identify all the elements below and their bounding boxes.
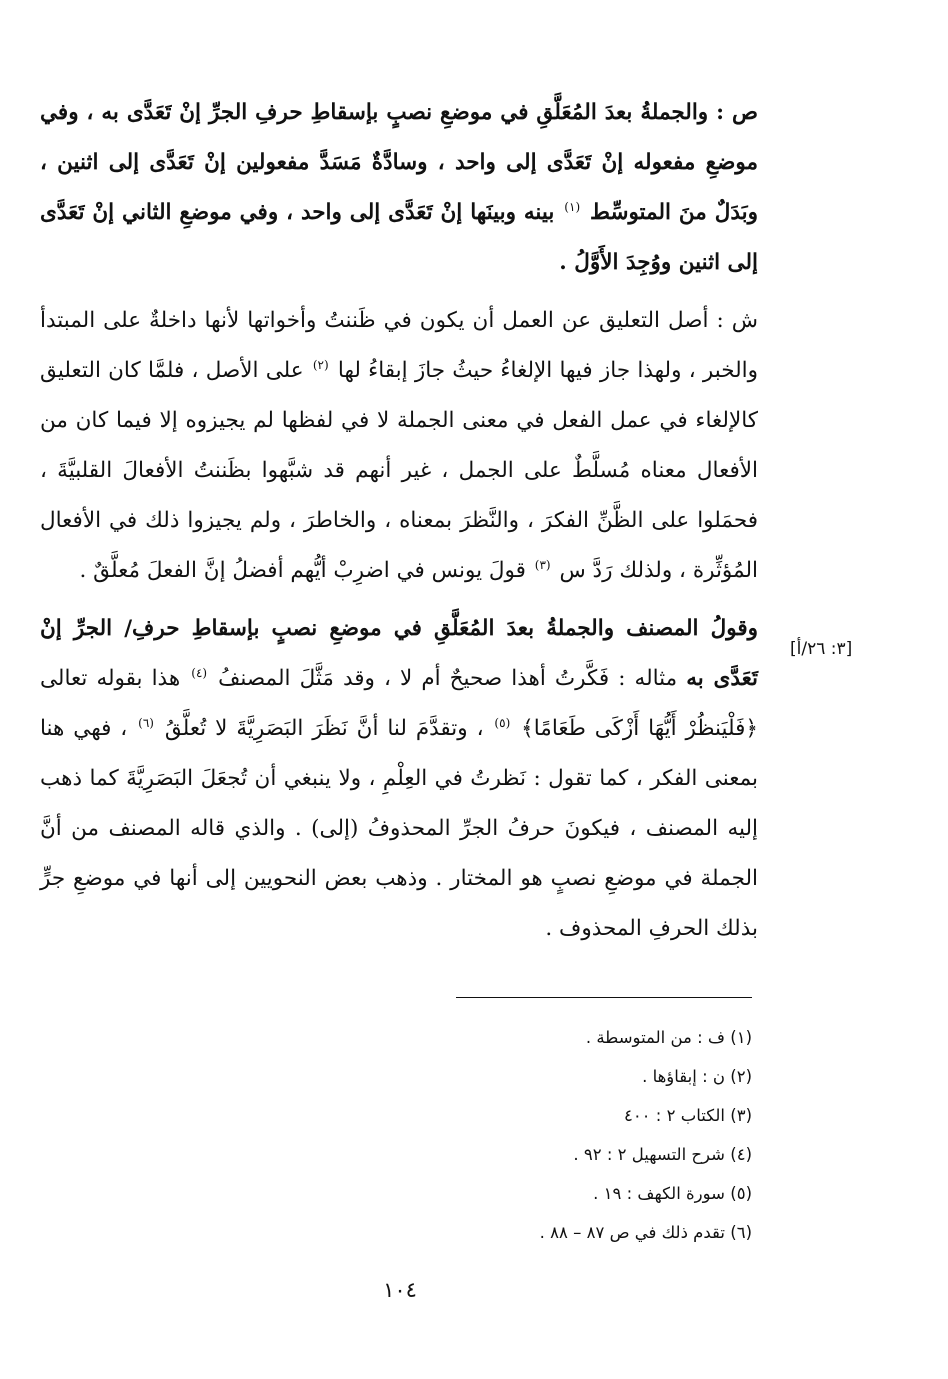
footnote-item: (٣) الكتاب ٢ : ٤٠٠: [623, 1106, 752, 1125]
page-number: ١٠٤: [383, 1278, 417, 1302]
paragraph-text: ش : أصل التعليق عن العمل أن يكون في ظَننتُ وأخواتها لأنها داخلةٌ على المبتدأ والخبر ، ولهذا جاز فيها الإلغاءُ حيثُ جازَ إبقاءُ لها: [40, 308, 758, 383]
commentary-paragraph: [40, 604, 758, 954]
manuscript-folio-reference: [٣: ٢٦/أ]: [790, 639, 853, 659]
footnote-item: (١) ف : من المتوسطة .: [585, 1028, 752, 1047]
paragraph-text: بينه وبينَها إنْ تَعَدَّى إلى واحد ، وفي موضعِ الثاني إنْ تَعَدَّى إلى اثنين ووُجِدَ الأَوَّلُ .: [40, 200, 758, 275]
main-text: [40, 88, 758, 954]
footnote-marker: (٥): [494, 715, 511, 730]
paragraph-text: ، وتقدَّمَ لنا أنَّ نَظَرَ البَصَرِيَّةَ لا تُعلَّقُ: [164, 716, 484, 741]
footnote-divider: [456, 997, 752, 998]
commentary-paragraph: [40, 296, 758, 596]
footnotes: [300, 1018, 752, 1252]
footnote-item: (٥) سورة الكهف : ١٩ .: [593, 1184, 752, 1203]
footnote-marker: (٣): [534, 557, 551, 572]
quoted-matn: وقولُ المصنف والجملةُ بعدَ المُعَلَّقِ في موضعِ نصبٍ بإسقاطِ حرفِ/ الجرِّ إنْ تَعَدَّى به: [40, 616, 758, 691]
matn-paragraph: [40, 88, 758, 288]
paragraph-text: ، فهي هنا بمعنى الفكر ، كما تقول : نَظرتُ في العِلْمِ ، ولا ينبغي أن تُجعَلَ البَصَرِيَّةَ كما ذهب إليه المصنف ، فيكونَ حرفُ الجرِّ المحذوفُ (إلى) . والذي قاله المصنف من أنَّ الجملة في موضعِ نصبٍ هو المختار . وذهب بعض النحويين إلى أنها في موضعِ جرٍّ بذلك الحرفِ المحذوف .: [40, 716, 758, 941]
footnote-marker: (٢): [312, 357, 329, 372]
footnote-marker: (١): [564, 199, 581, 214]
footnote-item: (٤) شرح التسهيل ٢ : ٩٢ .: [573, 1145, 752, 1164]
footnote-item: (٢) ن : إبقاؤها .: [642, 1067, 752, 1086]
footnote-marker: (٤): [191, 665, 208, 680]
paragraph-text: هذا بقوله تعالى ﴿فَلْيَنظُرْ أَيُّهَا أَزْكَى طَعَامًا﴾: [40, 666, 758, 741]
paragraph-text: قولَ يونس في اضرِبْ أيُّهم أفضلُ إنَّ الفعلَ مُعلَّقٌ .: [79, 558, 526, 583]
footnote-marker: (٦): [138, 715, 154, 730]
paragraph-text: على الأصل ، فلمَّا كان التعليق كالإلغاء في عمل الفعل في معنى الجملة لا في لفظها لم يجيزوه إلا فيما كان من الأفعال معناه مُسلَّطٌ على الجمل ، غير أنهم قد شبَّهوا بظَننتُ الأفعالَ القلبيَّةَ ، فحمَلوا على الظَّنِّ الفكرَ ، والنَّظرَ بمعناه ، والخاطرَ ، ولم يجيزوا ذلك في الأفعال المُؤثِّرة ، ولذلك رَدَّ س: [40, 358, 758, 583]
footnote-item: (٦) تقدم ذلك في ص ٨٧ – ٨٨ .: [539, 1223, 752, 1242]
paragraph-text: ص : والجملةُ بعدَ المُعَلَّقِ في موضعِ نصبٍ بإسقاطِ حرفِ الجرِّ إنْ تَعَدَّى به ، وفي موضعِ مفعوله إنْ تَعَدَّى إلى واحد ، وسادَّةٌ مَسَدَّ مفعولين إنْ تَعَدَّى إلى اثنين ، وبَدَلٌ منَ المتوسِّط: [40, 100, 758, 225]
paragraph-text: مثاله : فَكَّرتُ أهذا صحيحٌ أم لا ، وقد مَثَّلَ المصنفُ: [218, 666, 678, 691]
